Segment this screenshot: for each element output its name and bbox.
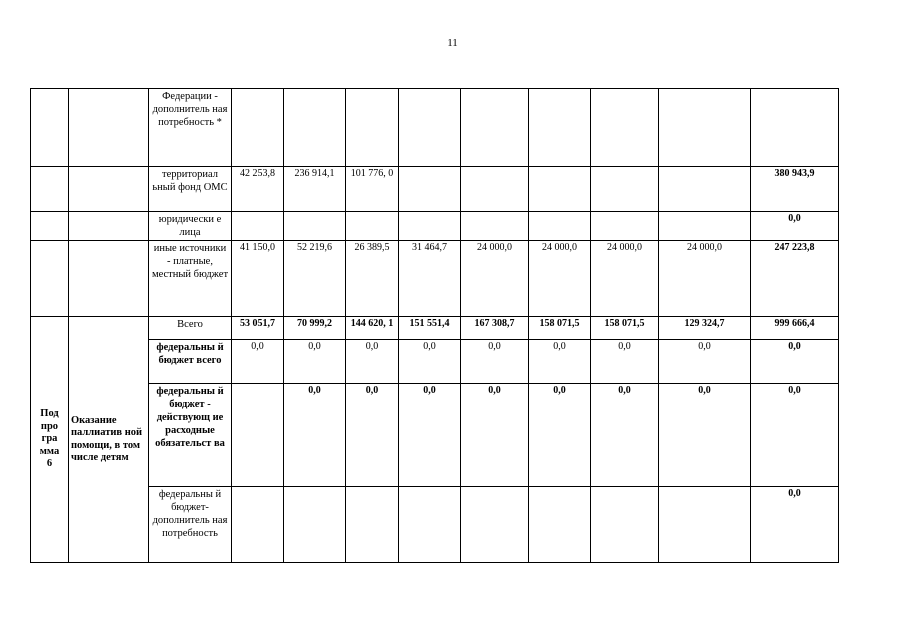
value-cell: 24 000,0 (529, 241, 591, 317)
value-cell (591, 212, 659, 241)
value-cell: 70 999,2 (284, 317, 346, 340)
table-row (31, 89, 839, 167)
total-cell: 0,0 (751, 212, 839, 241)
table-row (31, 487, 839, 563)
value-cell: 0,0 (529, 384, 591, 487)
value-cell (232, 212, 284, 241)
value-cell (659, 487, 751, 563)
value-cell (284, 487, 346, 563)
table-row (31, 317, 839, 340)
table-row (31, 384, 839, 487)
value-cell (529, 212, 591, 241)
value-cell: 158 071,5 (591, 317, 659, 340)
value-cell: 0,0 (399, 384, 461, 487)
total-cell: 0,0 (751, 487, 839, 563)
funding-source-cell: федеральны й бюджет всего (149, 340, 232, 384)
funding-source-cell: Всего (149, 317, 232, 340)
funding-source-cell: Федерации - дополнитель ная потребность * (149, 89, 232, 167)
value-cell (591, 487, 659, 563)
value-cell (399, 487, 461, 563)
value-cell: 42 253,8 (232, 167, 284, 212)
value-cell (232, 384, 284, 487)
value-cell (346, 487, 399, 563)
funding-source-cell: юридически е лица (149, 212, 232, 241)
value-cell (529, 89, 591, 167)
empty-cell (69, 241, 149, 317)
value-cell (346, 89, 399, 167)
empty-cell (31, 167, 69, 212)
table-row (31, 340, 839, 384)
total-cell: 247 223,8 (751, 241, 839, 317)
value-cell (529, 487, 591, 563)
value-cell (461, 167, 529, 212)
empty-cell (69, 167, 149, 212)
table-row (31, 241, 839, 317)
value-cell: 236 914,1 (284, 167, 346, 212)
empty-cell (31, 212, 69, 241)
total-cell (751, 89, 839, 167)
value-cell: 31 464,7 (399, 241, 461, 317)
value-cell (232, 487, 284, 563)
value-cell: 0,0 (659, 384, 751, 487)
value-cell: 0,0 (529, 340, 591, 384)
empty-cell (69, 212, 149, 241)
subprogram-label-cell: Под про гра мма 6 (31, 317, 69, 563)
value-cell: 0,0 (284, 384, 346, 487)
value-cell: 0,0 (461, 384, 529, 487)
value-cell (284, 89, 346, 167)
value-cell (399, 212, 461, 241)
value-cell (461, 212, 529, 241)
value-cell: 41 150,0 (232, 241, 284, 317)
empty-cell (31, 241, 69, 317)
value-cell: 24 000,0 (591, 241, 659, 317)
value-cell (232, 89, 284, 167)
value-cell: 0,0 (346, 384, 399, 487)
total-cell: 380 943,9 (751, 167, 839, 212)
value-cell: 26 389,5 (346, 241, 399, 317)
value-cell: 0,0 (591, 340, 659, 384)
funding-source-cell: федеральны й бюджет - действующ ие расходные обязательст ва (149, 384, 232, 487)
value-cell: 151 551,4 (399, 317, 461, 340)
value-cell (346, 212, 399, 241)
value-cell (591, 89, 659, 167)
value-cell (659, 167, 751, 212)
value-cell (659, 89, 751, 167)
value-cell: 0,0 (659, 340, 751, 384)
subprogram-name-cell: Оказание паллиатив ной помощи, в том числе детям (69, 317, 149, 563)
value-cell (529, 167, 591, 212)
funding-source-cell: территориал ьный фонд ОМС (149, 167, 232, 212)
value-cell: 0,0 (232, 340, 284, 384)
total-cell: 999 666,4 (751, 317, 839, 340)
value-cell (659, 212, 751, 241)
value-cell: 0,0 (591, 384, 659, 487)
value-cell: 53 051,7 (232, 317, 284, 340)
table-row (31, 167, 839, 212)
empty-cell (69, 89, 149, 167)
table-row (31, 212, 839, 241)
value-cell: 144 620, 1 (346, 317, 399, 340)
value-cell: 24 000,0 (461, 241, 529, 317)
empty-cell (31, 89, 69, 167)
value-cell (284, 212, 346, 241)
value-cell: 52 219,6 (284, 241, 346, 317)
value-cell (461, 89, 529, 167)
value-cell: 129 324,7 (659, 317, 751, 340)
value-cell (591, 167, 659, 212)
value-cell (399, 167, 461, 212)
value-cell: 0,0 (346, 340, 399, 384)
funding-source-cell: федеральны й бюджет- дополнитель ная потребность (149, 487, 232, 563)
funding-source-cell: иные источники - платные, местный бюджет (149, 241, 232, 317)
value-cell: 24 000,0 (659, 241, 751, 317)
total-cell: 0,0 (751, 384, 839, 487)
page-number: 11 (447, 37, 458, 49)
value-cell: 0,0 (399, 340, 461, 384)
budget-table (30, 88, 839, 563)
value-cell (399, 89, 461, 167)
value-cell: 0,0 (284, 340, 346, 384)
value-cell (461, 487, 529, 563)
value-cell: 167 308,7 (461, 317, 529, 340)
value-cell: 158 071,5 (529, 317, 591, 340)
total-cell: 0,0 (751, 340, 839, 384)
value-cell: 101 776, 0 (346, 167, 399, 212)
value-cell: 0,0 (461, 340, 529, 384)
